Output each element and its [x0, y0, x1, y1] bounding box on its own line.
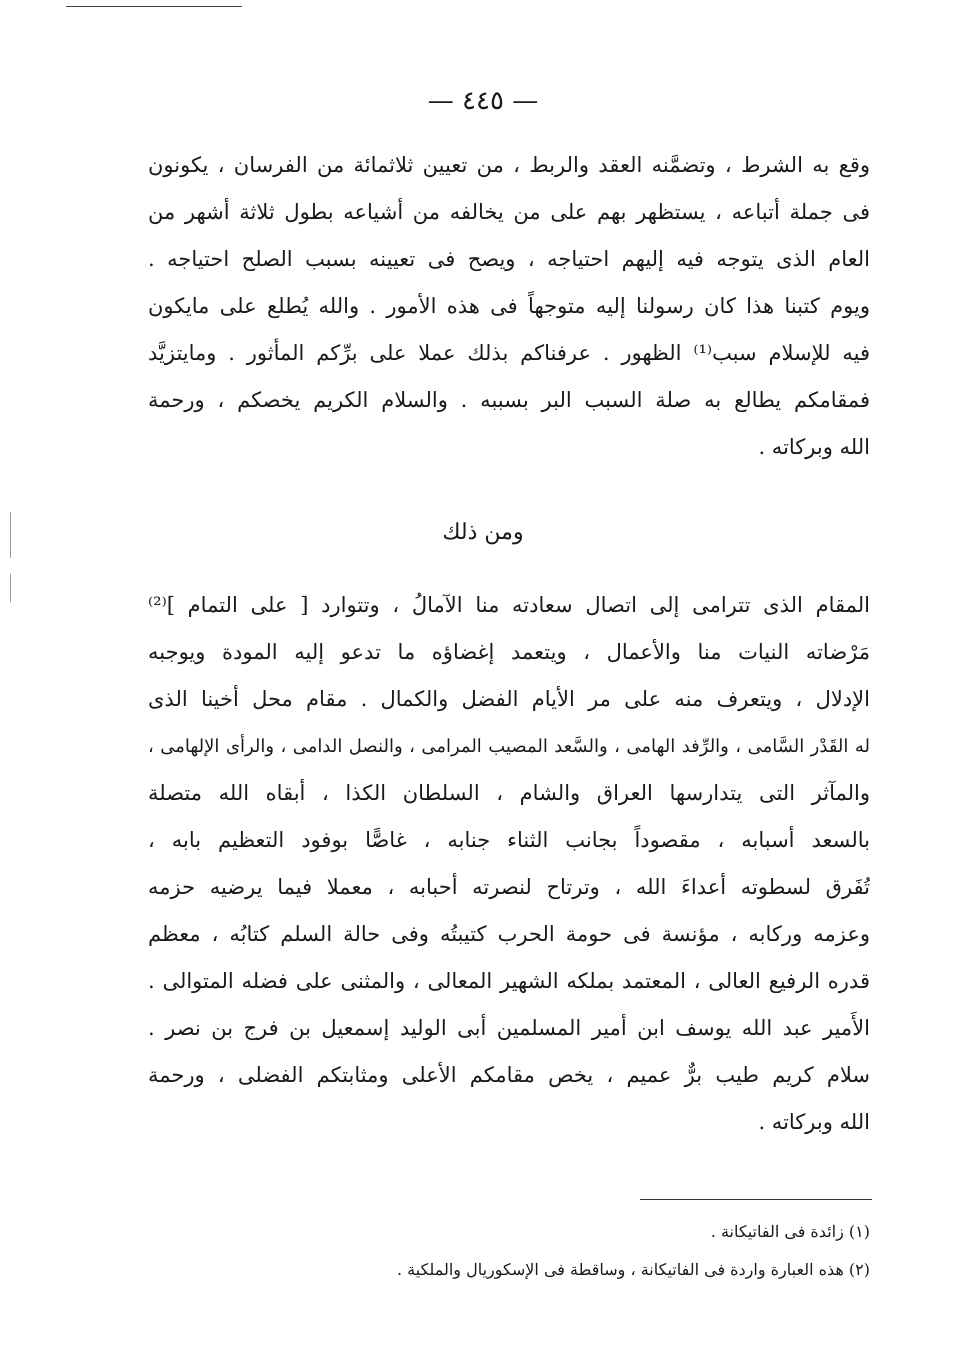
footnote: (٢) هذه العبارة واردة فى الفاتيكانة ، وساقطة فى الإسكوريال والملكية .: [397, 1260, 870, 1279]
scan-margin-mark: [10, 574, 11, 602]
paragraph-2: [148, 582, 870, 1146]
text-line: مَرْضاته النيات منا والأعمال ، ويتعمد إغضاؤه ما تدعو إليه المودة ويوجبه: [148, 640, 870, 664]
text-line: وقع به الشرط ، وتضمَّنه العقد والربط ، من تعيين ثلاثمائة من الفرسان ، يكونون: [148, 153, 870, 177]
text-line: له القَدْر السَّامى ، والرِّفد الهامى ، والسَّعد المصيب المرامى ، والنصل الدامى ، والرأى الإلهامى ،: [148, 736, 870, 757]
text-line: الله وبركاته .: [758, 435, 870, 459]
footnote-separator: [640, 1199, 872, 1200]
top-edge-rule: [66, 6, 242, 7]
text-line: العام الذى يتوجه فيه إليهم احتياجه ، ويصح فى تعيينه بسبب الصلح احتياجه .: [148, 247, 870, 271]
section-heading: ومن ذلك: [442, 520, 524, 545]
text-line: سلام كريم طيب برٌّ عميم ، يخص مقامكم الأعلى ومثابتكم الفضلى ، ورحمة: [148, 1063, 870, 1087]
text-line: بالسعد أسبابه ، مقصوداً بجانب الثناء جنابه ، غاصًّا بوفود التعظيم بابه ،: [148, 828, 870, 852]
text-line: وعزمه وركابه ، مؤنسة فى حومة الحرب كتيبتُه وفى حالة السلم كتابُه ، معظم: [148, 922, 870, 946]
text-line: الإدلال ، ويتعرف منه على مر الأيام الفضل والكمال . مقام محل أخينا الذى: [148, 687, 870, 711]
footnote: (١) زائدة فى الفاتيكانة .: [710, 1222, 870, 1241]
text-line: فى جملة أتباعه ، يستظهر بهم على من يخالفه من أشياعه بطول ثلاثة أشهر من: [148, 200, 870, 224]
footnotes: [148, 1213, 870, 1289]
text-line: والمآثر التى يتدارسها العراق والشام ، السلطان الكذا ، أبقاه الله متصلة: [148, 781, 870, 805]
page-number: — ٤٤٥ —: [427, 86, 539, 116]
text-line: تُفَرق لسطوته أعداءَ الله ، وترتاح لنصرته أحبابه ، معملا فيما يرضيه حزمه: [148, 875, 870, 899]
text-line: المقام الذى تترامى إلى اتصال سعادته منا الآمالُ ، وتتوارد [ على التمام ]⁽²⁾: [148, 593, 870, 617]
text-line: فيه للإسلام سبب⁽¹⁾ الظهور . عرفناكم بذلك عملا على برِّكم المأثور . ومايتزيَّد: [148, 341, 870, 365]
text-line: الله وبركاته .: [758, 1110, 870, 1134]
text-line: قدره الرفيع العالى ، المعتمد بملكه الشهير المعالى ، والمثنى على فضله المتوالى .: [148, 969, 870, 993]
text-line: فمقامكم يطالع به صلة السبب البر بسببه . والسلام الكريم يخصكم ، ورحمة: [148, 388, 870, 412]
text-line: الأَمير عبد الله يوسف ابن أمير المسلمين أبى الوليد إسمعيل بن فرج بن نصر .: [148, 1016, 870, 1040]
paragraph-1: [148, 142, 870, 471]
text-line: ويوم كتبنا هذا كان رسولنا إليه متوجهاً فى هذه الأمور . والله يُطلع على مايكون: [148, 294, 870, 318]
